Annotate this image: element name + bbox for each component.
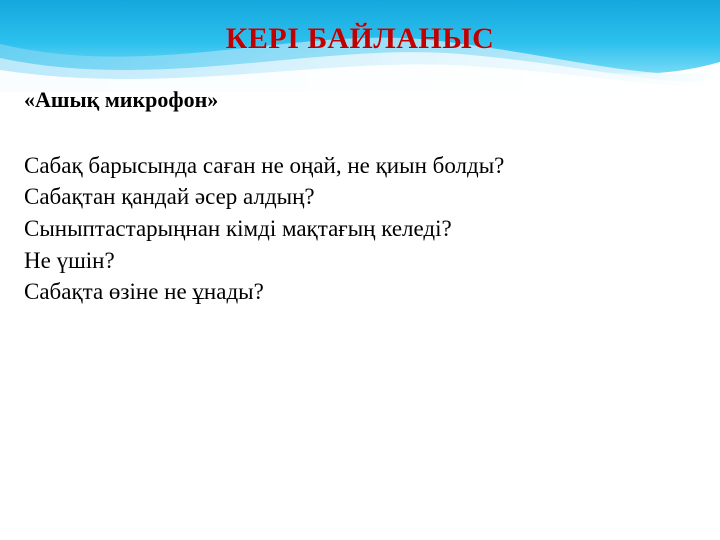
question-list xyxy=(24,150,696,309)
body-spacer xyxy=(24,124,696,150)
list-item: Сабақтан қандай әсер алдың? xyxy=(24,184,315,210)
list-item: Сабақ барысында саған не оңай, не қиын болды? xyxy=(24,152,505,178)
list-item: Не үшін? xyxy=(24,247,115,273)
list-item: Сабақта өзіне не ұнады? xyxy=(24,279,264,305)
list-item: Сыныптастарыңнан кімді мақтағың келеді? xyxy=(24,215,452,241)
slide-subtitle: «Ашық микрофон» xyxy=(24,87,219,112)
slide-title: КЕРІ БАЙЛАНЫС xyxy=(225,22,495,55)
slide-body xyxy=(24,86,696,308)
